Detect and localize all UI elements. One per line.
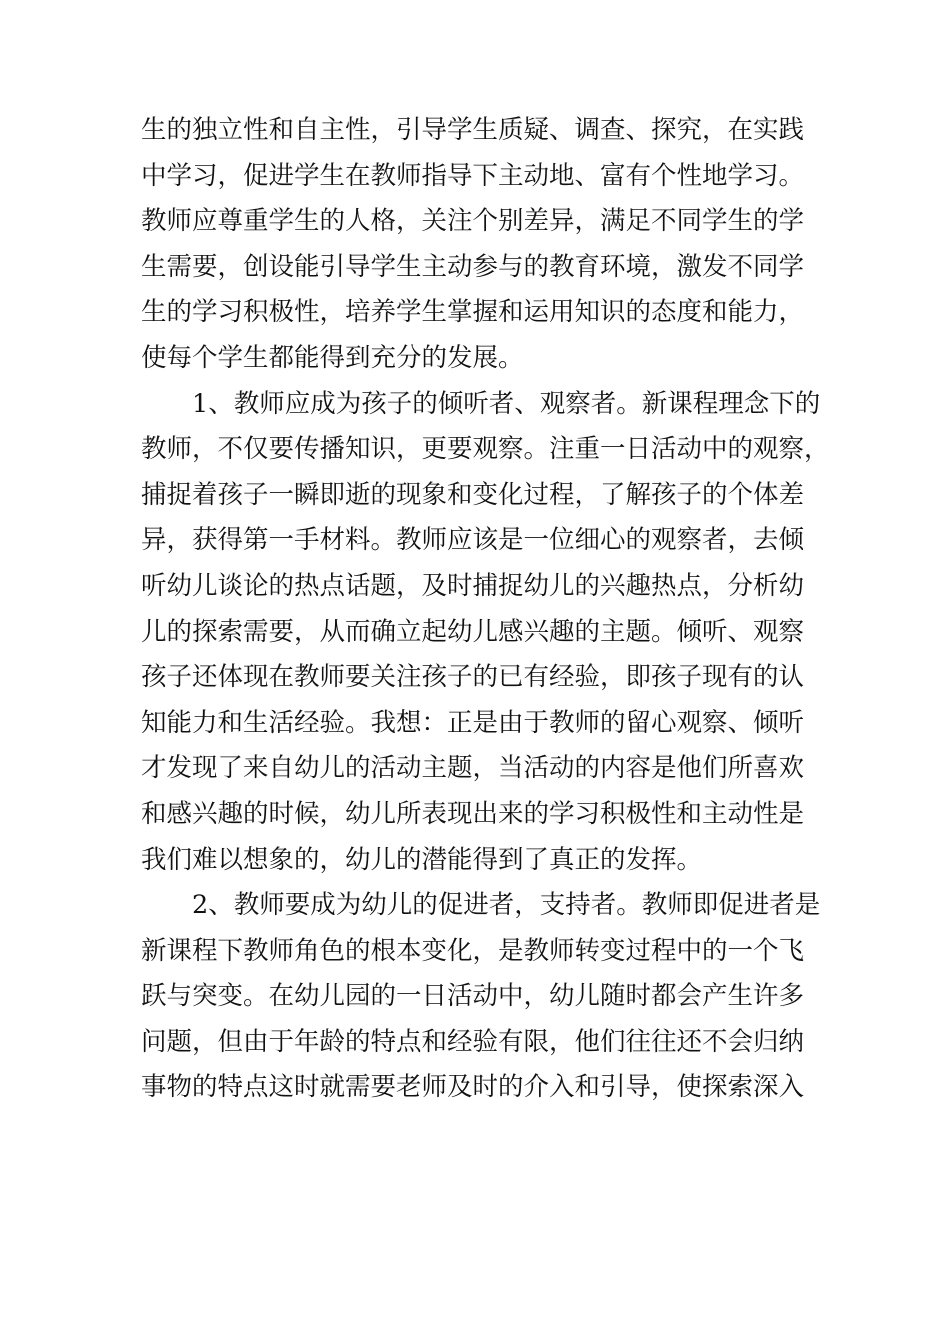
text-line: 新课程下教师角色的根本变化，是教师转变过程中的一个飞 (141, 935, 805, 966)
text-line: 生的学习积极性，培养学生掌握和运用知识的态度和能力， (141, 297, 805, 328)
text-line: 和感兴趣的时候，幼儿所表现出来的学习积极性和主动性是 (141, 798, 805, 829)
text-line: 教师应尊重学生的人格，关注个别差异，满足不同学生的学 (141, 206, 805, 237)
text-line: 才发现了来自幼儿的活动主题，当活动的内容是他们所喜欢 (141, 753, 805, 784)
text-line-first: 1、教师应成为孩子的倾听者、观察者。新课程理念下的 (192, 388, 821, 419)
text-line: 教师，不仅要传播知识，更要观察。注重一日活动中的观察， (141, 434, 830, 465)
text-line: 中学习，促进学生在教师指导下主动地、富有个性地学习。 (141, 160, 805, 191)
text-line: 生的独立性和自主性，引导学生质疑、调查、探究，在实践 (141, 115, 805, 145)
text-line-first: 2、教师要成为幼儿的促进者，支持者。教师即促进者是 (192, 890, 821, 921)
text-line: 孩子还体现在教师要关注孩子的已有经验，即孩子现有的认 (141, 662, 805, 693)
document-page (141, 108, 831, 1111)
paragraph-3 (141, 883, 831, 1111)
text-line: 生需要，创设能引导学生主动参与的教育环境，激发不同学 (141, 251, 805, 282)
text-line: 知能力和生活经验。我想：正是由于教师的留心观察、倾听 (141, 707, 805, 738)
text-line: 事物的特点这时就需要老师及时的介入和引导，使探索深入 (141, 1072, 805, 1103)
text-line: 跃与突变。在幼儿园的一日活动中，幼儿随时都会产生许多 (141, 981, 805, 1012)
paragraph-1 (141, 108, 831, 382)
text-line: 问题，但由于年龄的特点和经验有限，他们往往还不会归纳 (141, 1026, 805, 1057)
text-line: 捕捉着孩子一瞬即逝的现象和变化过程，了解孩子的个体差 (141, 479, 805, 510)
text-line: 异，获得第一手材料。教师应该是一位细心的观察者，去倾 (141, 525, 805, 556)
paragraph-2 (141, 382, 831, 884)
text-line: 听幼儿谈论的热点话题，及时捕捉幼儿的兴趣热点，分析幼 (141, 570, 805, 601)
text-line: 儿的探索需要，从而确立起幼儿感兴趣的主题。倾听、观察 (141, 616, 805, 647)
text-line: 我们难以想象的，幼儿的潜能得到了真正的发挥。 (141, 844, 703, 875)
text-line: 使每个学生都能得到充分的发展。 (141, 342, 524, 373)
